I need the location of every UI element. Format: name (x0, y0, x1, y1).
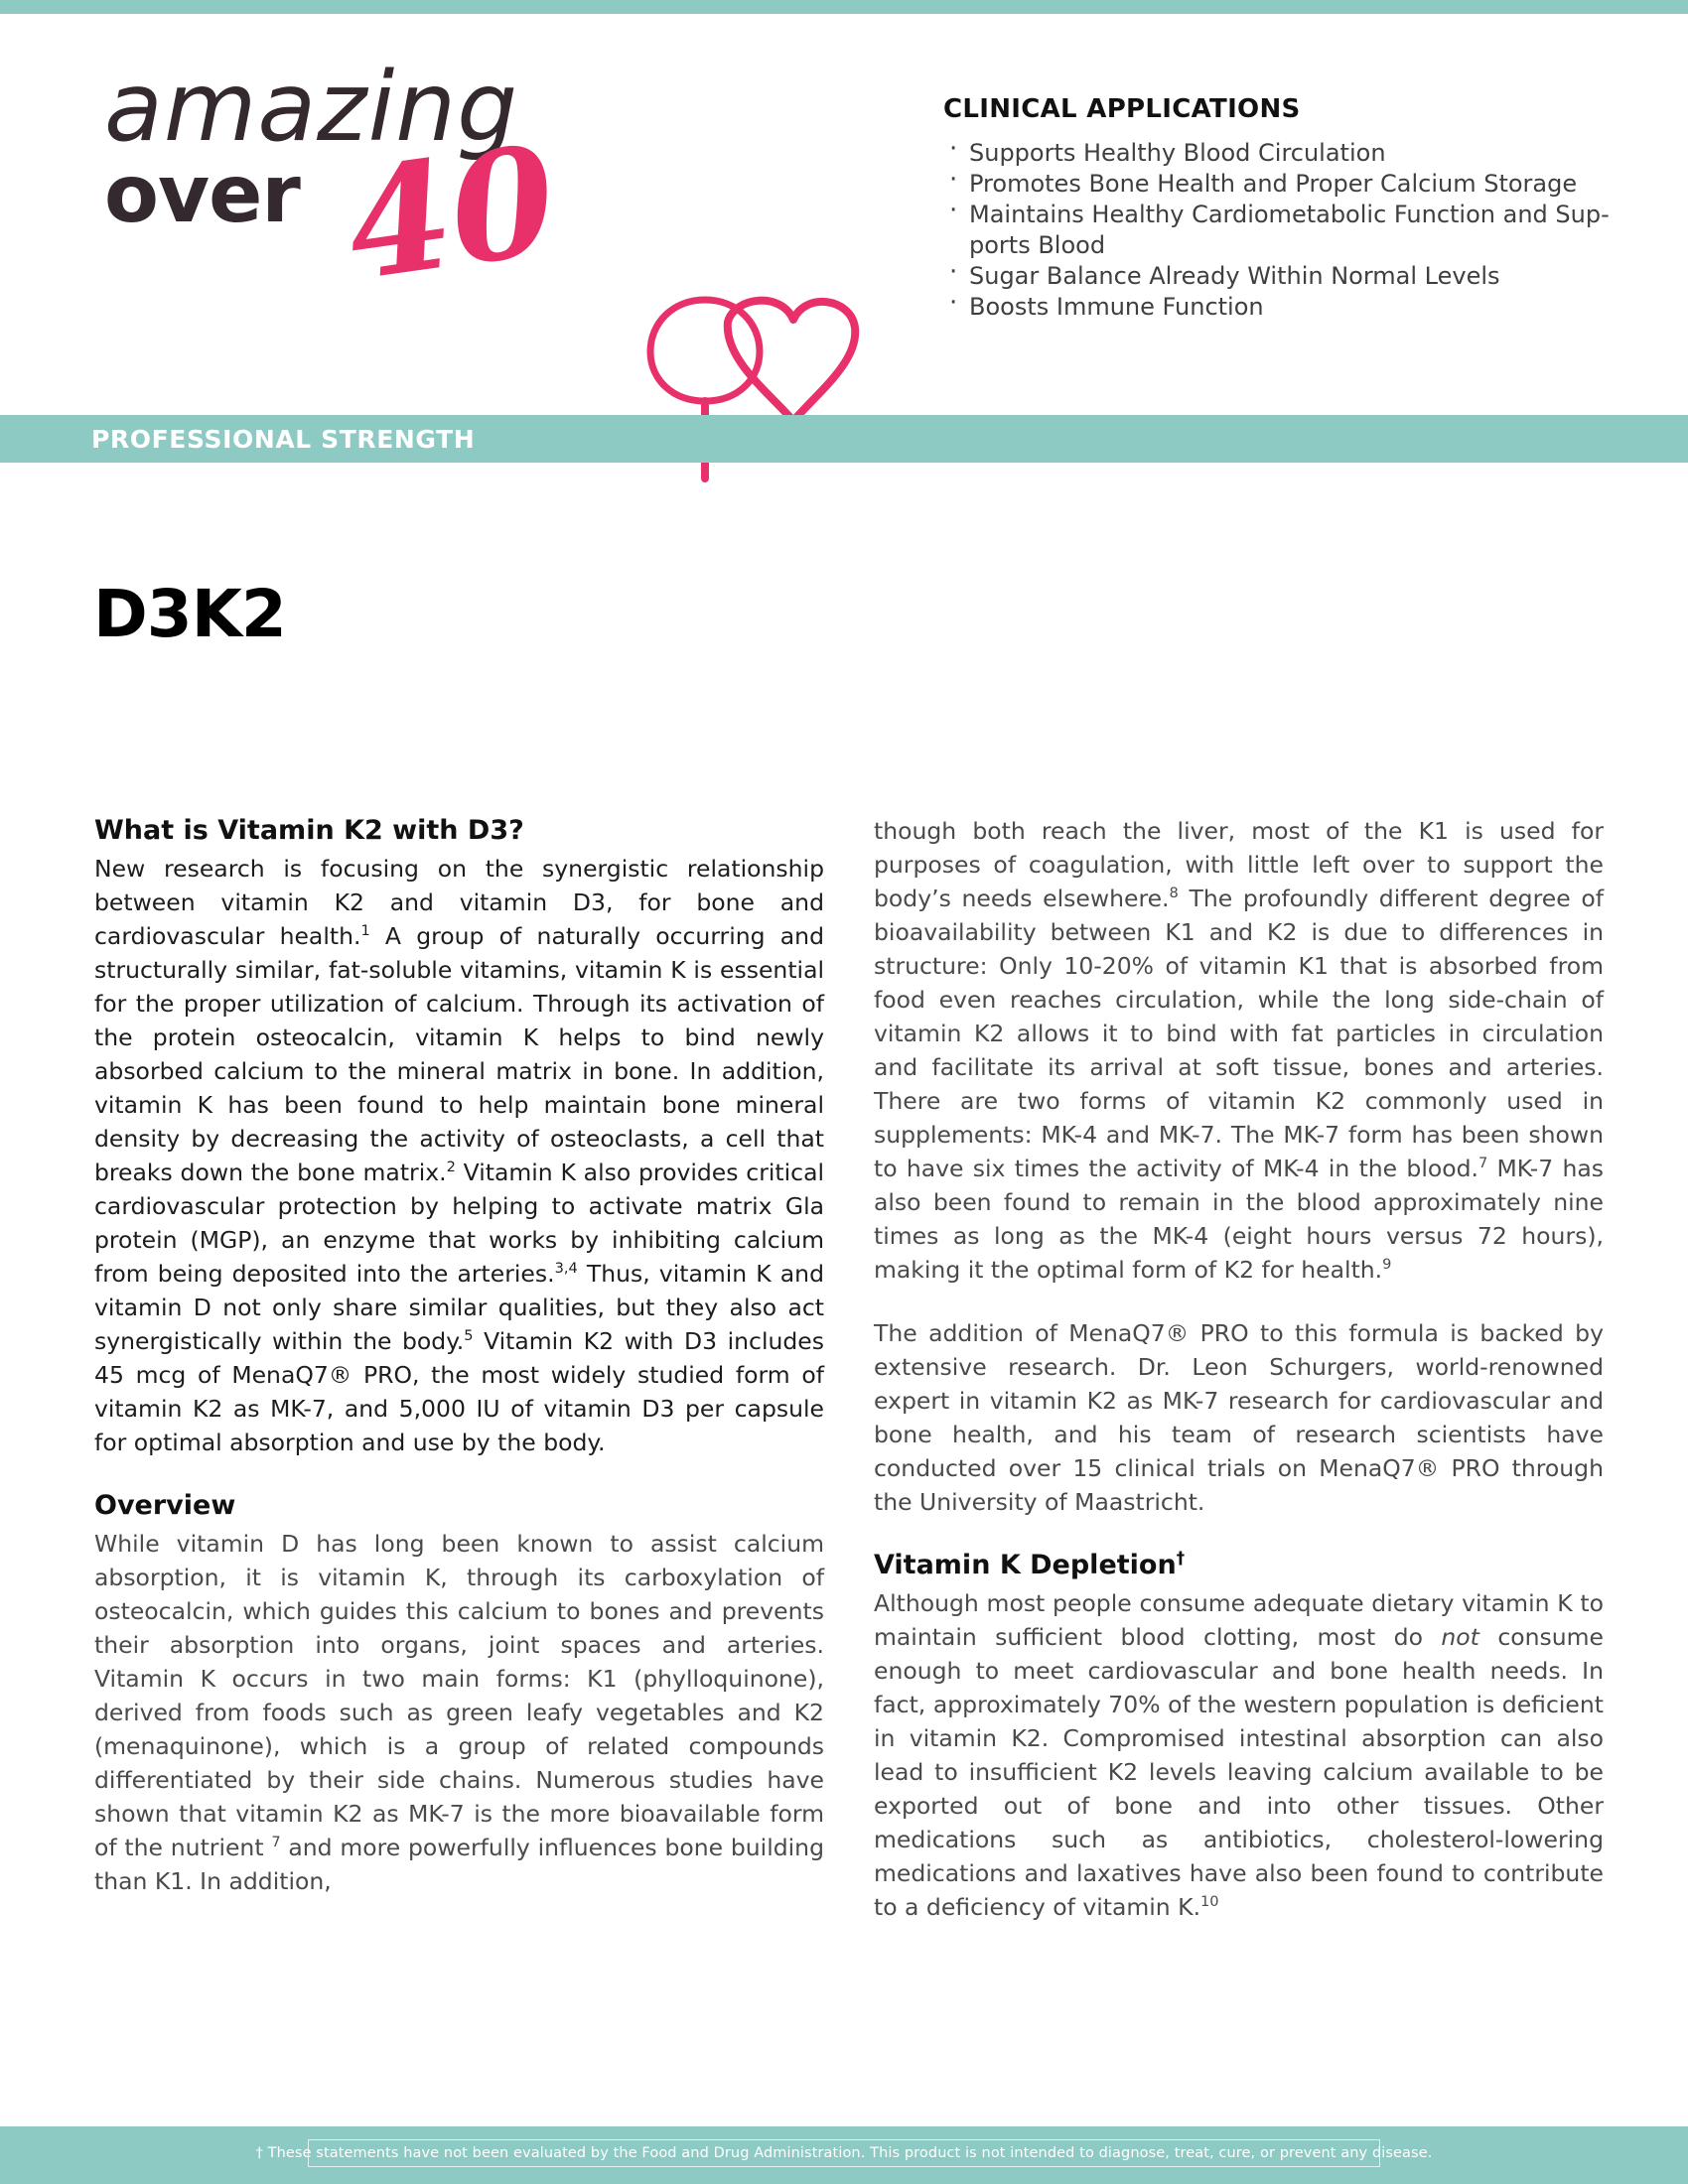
text-run: and more powerfully influences bone building than K1. In addition, (94, 1833, 824, 1895)
page-title: D3K2 (93, 576, 286, 652)
section-heading-vitamin-k-depletion (874, 1549, 1604, 1582)
text-run: Vitamin K2 with D3 includes 45 mcg of MenaQ7® PRO, the most widely studied form of vitamin K2 as MK-7, and 5,000 IU of vitamin D3 per capsule for optimal absorption and use by the body. (94, 1326, 824, 1456)
paragraph-vitamin-k-depletion (874, 1586, 1604, 1924)
section-heading-what-is-vitamin-k2: What is Vitamin K2 with D3? (94, 815, 524, 846)
brand-logo-line1: amazing (104, 52, 519, 163)
paragraph-k1-k2-bioavailability (874, 814, 1604, 1287)
list-item: · Maintains Healthy Cardiometabolic Function and Sup- (943, 200, 1618, 230)
clinical-applications-title: CLINICAL APPLICATIONS (943, 94, 1301, 124)
footnote-ref: 2 (446, 1158, 456, 1175)
right-column (874, 814, 1604, 1954)
brand-logo (99, 52, 655, 357)
footnote-ref: 8 (1169, 885, 1179, 902)
top-accent-rule (0, 0, 1688, 14)
professional-strength-label: PROFESSIONAL STRENGTH (91, 425, 476, 454)
text-run: though both reach the liver, most of the K1 is used for purposes of coagulation, with little left over to support the body’s needs elsewhere. (874, 817, 1604, 912)
text-run: MK-7 has also been found to remain in the blood approximately nine times as long as the MK-4 (eight hours versus 72 hours), making it the optimal form of K2 for health. (874, 1155, 1604, 1284)
brand-logo-line2: over (104, 148, 300, 240)
text-run: New research is focusing on the synergistic relationship between vitamin K2 and vitamin D3, for bone and cardiovascular health. (94, 854, 824, 950)
text-run: The profoundly different degree of bioavailability between K1 and K2 is due to differences in structure: Only 10-20% of vitamin K1 that is absorbed from food even reaches circulation, while the long side-chain of vitamin K2 allows it to bind with fat particles in circulation and facilitate its arrival at soft tissue, bones and arteries. There are two forms of vitamin K2 commonly used in supplements: MK-4 and MK-7. The MK-7 form has been shown to have six times the activity of MK-4 in the blood. (874, 885, 1605, 1182)
footnote-ref: 10 (1200, 1892, 1219, 1910)
paragraph-menaq7-research: The addition of MenaQ7® PRO to this formula is backed by extensive research. Dr. Leon Schurgers, world-renowned expert in vitamin K2 as MK-7 research for cardiovascular and bone health, and his team of research scientists have conducted over 15 clinical trials on MenaQ7® PRO through the University of Maastricht. (874, 1319, 1604, 1516)
footnote-ref: 9 (1382, 1256, 1392, 1274)
left-column (94, 814, 824, 1954)
text-run: Thus, vitamin K and vitamin D not only share similar qualities, but they also act synergistically within the body. (94, 1259, 824, 1355)
body-columns (94, 814, 1604, 1954)
list-item: · Boosts Immune Function (943, 292, 1618, 323)
paragraph-overview (94, 1527, 824, 1898)
text-run: While vitamin D has long been known to assist calcium absorption, it is vitamin K, through its carboxylation of osteocalcin, which guides this calcium to bones and prevents their absorption into organs, joint spaces and arteries. Vitamin K occurs in two main forms: K1 (phylloquinone), derived from foods such as green leafy vegetables and K2 (menaquinone), which is a group of related compounds differentiated by their side chains. Numerous studies have shown that vitamin K2 as MK-7 is the more bioavailable form of the nutrient (94, 1529, 824, 1861)
list-item: · Promotes Bone Health and Proper Calcium Storage (943, 169, 1618, 200)
footnote-ref: 3,4 (554, 1259, 578, 1277)
emphasis-not: not (1441, 1622, 1479, 1651)
footer-disclaimer-box (255, 2139, 1433, 2167)
text-run: Vitamin K also provides critical cardiovascular protection by helping to activate matrix Gla protein (MGP), an enzyme that works by inhibiting calcium from being deposited into the arteries. (94, 1158, 824, 1288)
clinical-applications-list (943, 138, 1618, 323)
text-run: Vitamin K Depletion (874, 1550, 1177, 1580)
clinical-applications-section (943, 94, 1618, 323)
footnote-ref: 7 (1478, 1155, 1488, 1172)
paragraph-what-is-vitamin-k2 (94, 852, 824, 1459)
list-item: · Supports Healthy Blood Circulation (943, 138, 1618, 169)
footer-disclaimer-text: † These statements have not been evaluated by the Food and Drug Administration. This product is not intended to diagnose, treat, cure, or prevent any disease. (255, 2145, 1433, 2161)
list-item: · Sugar Balance Already Within Normal Levels (943, 261, 1618, 292)
footnote-ref: 7 (271, 1833, 281, 1850)
footnote-ref: 5 (464, 1326, 474, 1344)
text-run: consume enough to meet cardiovascular and bone health needs. In fact, approximately 70% of the western population is deficient in vitamin K2. Compromised intestinal absorption can also lead to insufficient K2 levels leaving calcium available to be exported out of bone and into other tissues. Other medications such as antibiotics, cholesterol-lowering medications and laxatives have also been found to contribute to a deficiency of vitamin K. (874, 1622, 1604, 1921)
text-run: Although most people consume adequate dietary vitamin K to maintain sufficient blood clotting, most do (874, 1588, 1604, 1651)
brand-logo-accent-40: 40 (336, 112, 566, 315)
dagger-footnote-ref: † (1176, 1548, 1186, 1568)
footnote-ref: 1 (360, 921, 370, 939)
list-item-continuation: ports Blood (969, 231, 1106, 259)
section-heading-overview: Overview (94, 1489, 236, 1521)
text-run: A group of naturally occurring and structurally similar, fat-soluble vitamins, vitamin K is essential for the proper utilization of calcium. Through its activation of the protein osteocalcin, vitamin K helps to bind newly absorbed calcium to the mineral matrix in bone. In addition, vitamin K has been found to help maintain bone mineral density by decreasing the activity of osteoclasts, a cell that breaks down the bone matrix. (94, 921, 824, 1186)
